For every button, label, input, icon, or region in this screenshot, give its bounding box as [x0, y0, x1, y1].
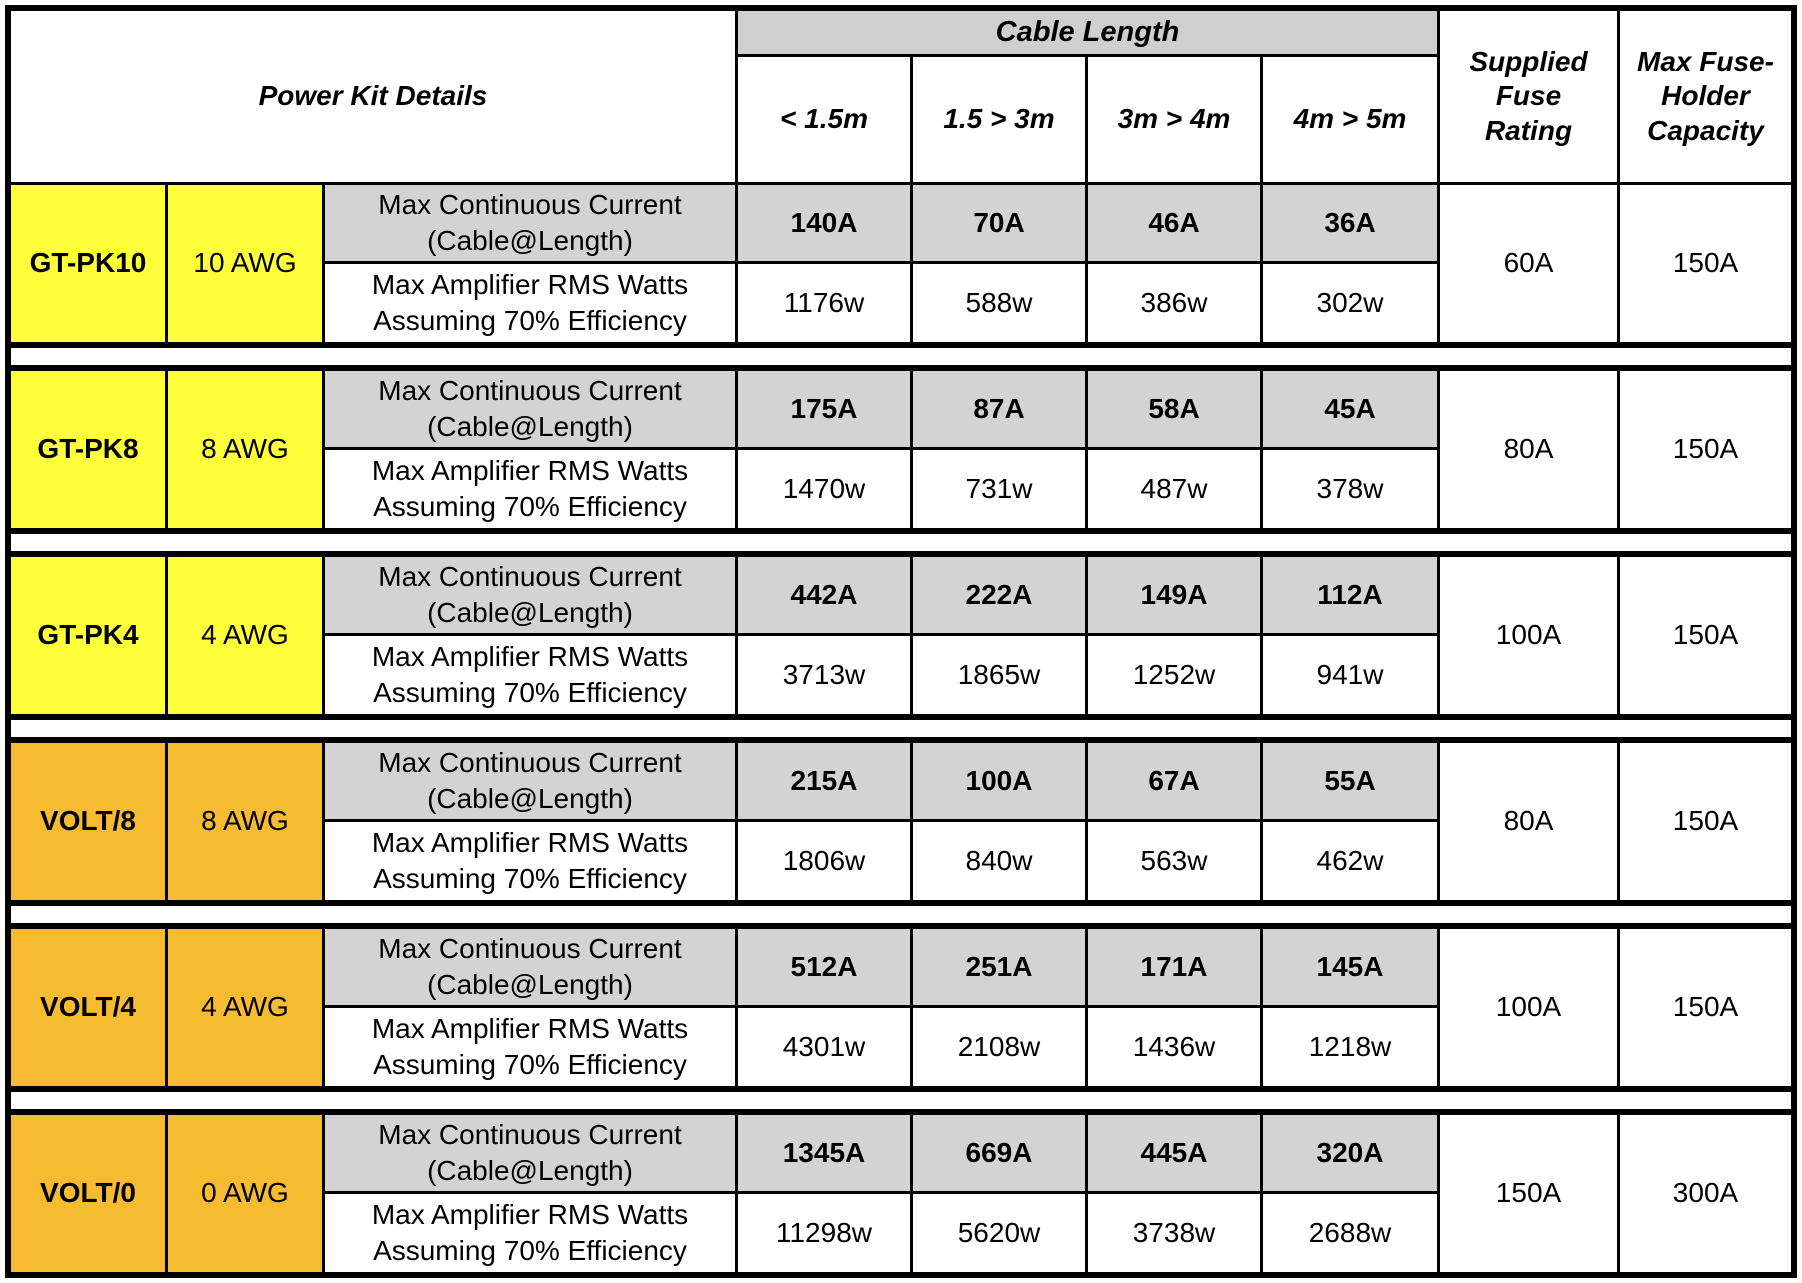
- current-value: [738, 929, 910, 1005]
- current-value-text: 145A: [1316, 950, 1384, 982]
- current-value: [1088, 1115, 1260, 1191]
- current-value-text: 45A: [1324, 392, 1376, 424]
- current-label-line-1: Max Continuous Current: [378, 1119, 682, 1151]
- current-value-text: 100A: [965, 764, 1033, 796]
- current-label-line-1: Max Continuous Current: [378, 561, 682, 593]
- watts-value-text: 1470w: [782, 472, 866, 504]
- kit-gauge: 4 AWG: [201, 619, 289, 651]
- watts-value-text: 462w: [1316, 844, 1384, 876]
- current-value: [738, 557, 910, 633]
- current-value-text: 1345A: [782, 1136, 866, 1168]
- current-value-text: 320A: [1316, 1136, 1384, 1168]
- current-row-label: [325, 743, 735, 819]
- current-row-label: [325, 557, 735, 633]
- current-value-text: 46A: [1148, 206, 1200, 238]
- current-value: [1263, 557, 1437, 633]
- current-value: [913, 929, 1085, 1005]
- current-value: [913, 1115, 1085, 1191]
- current-row-label: [325, 1115, 735, 1191]
- current-value-text: 149A: [1140, 578, 1208, 610]
- kit-name-gt-pk8: [11, 371, 165, 528]
- current-value: [1088, 557, 1260, 633]
- length-label-1: < 1.5m: [780, 103, 868, 135]
- kit-name: VOLT/4: [40, 991, 136, 1023]
- watts-value-text: 563w: [1140, 844, 1208, 876]
- fuse-rating-text: 100A: [1495, 619, 1562, 651]
- watts-row-label: [325, 636, 735, 714]
- watts-value-text: 5620w: [957, 1216, 1041, 1248]
- supplied-fuse-rating-header: [1440, 11, 1617, 182]
- watts-value: [913, 822, 1085, 900]
- current-label-line-2: (Cable@Length): [427, 783, 633, 814]
- kit-gauge: 8 AWG: [201, 433, 289, 465]
- fuse-rating-volt-4: [1440, 929, 1617, 1086]
- current-label-line-2: (Cable@Length): [427, 969, 633, 1000]
- kit-name: GT-PK8: [37, 433, 139, 465]
- fuse-rating-text: 80A: [1503, 805, 1554, 837]
- kit-gauge-volt-0: [168, 1115, 322, 1272]
- watts-value-text: 2108w: [957, 1030, 1041, 1062]
- current-value-text: 140A: [790, 206, 858, 238]
- kit-name: GT-PK4: [37, 619, 139, 651]
- holder-capacity-gt-pk10: [1620, 185, 1791, 342]
- kit-gauge: 4 AWG: [201, 991, 289, 1023]
- kit-gauge-gt-pk8: [168, 371, 322, 528]
- current-value: [913, 371, 1085, 447]
- current-row-label: [325, 929, 735, 1005]
- kit-gauge-volt-4: [168, 929, 322, 1086]
- watts-value: [1263, 1194, 1437, 1272]
- watts-value-text: 1176w: [783, 286, 865, 318]
- current-row-label: [325, 371, 735, 447]
- current-value: [1263, 185, 1437, 261]
- watts-value-text: 941w: [1316, 658, 1384, 690]
- kit-name: VOLT/0: [40, 1177, 136, 1209]
- current-value-text: 112A: [1317, 578, 1383, 610]
- length-label-4: 4m > 5m: [1293, 103, 1407, 135]
- kit-gauge-volt-8: [168, 743, 322, 900]
- watts-label-line-1: Max Amplifier RMS Watts: [371, 641, 689, 673]
- length-header-1: [738, 57, 910, 182]
- fuse-rating-text: 150A: [1495, 1177, 1562, 1209]
- supplied-fuse-rating-line-3: Rating: [1484, 114, 1573, 146]
- watts-value: [913, 264, 1085, 342]
- kit-name-gt-pk4: [11, 557, 165, 714]
- watts-value-text: 731w: [965, 472, 1033, 504]
- current-value-text: 445A: [1140, 1136, 1208, 1168]
- watts-value: [913, 1008, 1085, 1086]
- cable-length-header: [738, 11, 1437, 54]
- watts-label-line-1: Max Amplifier RMS Watts: [371, 1013, 689, 1045]
- fuse-rating-volt-0: [1440, 1115, 1617, 1272]
- watts-value: [1088, 264, 1260, 342]
- watts-value-text: 1865w: [957, 658, 1041, 690]
- watts-value: [1263, 450, 1437, 528]
- current-value: [1263, 743, 1437, 819]
- kit-gauge: 8 AWG: [201, 805, 289, 837]
- current-label-line-2: (Cable@Length): [427, 1155, 633, 1186]
- watts-value: [1088, 450, 1260, 528]
- current-value: [913, 185, 1085, 261]
- group-spacer: [11, 348, 1791, 365]
- watts-label-line-1: Max Amplifier RMS Watts: [371, 455, 689, 487]
- watts-value: [913, 1194, 1085, 1272]
- kit-gauge: 10 AWG: [193, 247, 297, 279]
- watts-value: [738, 264, 910, 342]
- watts-value-text: 4301w: [782, 1030, 866, 1062]
- watts-value: [1088, 636, 1260, 714]
- watts-value: [1263, 822, 1437, 900]
- length-header-4: [1263, 57, 1437, 182]
- fuse-rating-text: 100A: [1495, 991, 1562, 1023]
- current-value-text: 87A: [973, 392, 1025, 424]
- current-value-text: 58A: [1148, 392, 1200, 424]
- power-kit-table: [5, 5, 1797, 1278]
- holder-capacity-gt-pk8: [1620, 371, 1791, 528]
- current-label-line-1: Max Continuous Current: [378, 375, 682, 407]
- current-value: [1088, 929, 1260, 1005]
- holder-capacity-gt-pk4: [1620, 557, 1791, 714]
- watts-value: [1263, 636, 1437, 714]
- watts-value-text: 487w: [1140, 472, 1208, 504]
- watts-value: [1088, 1008, 1260, 1086]
- current-row-label: [325, 185, 735, 261]
- watts-value: [1263, 264, 1437, 342]
- current-value-text: 215A: [790, 764, 858, 796]
- watts-row-label: [325, 1008, 735, 1086]
- current-label-line-2: (Cable@Length): [427, 225, 633, 256]
- supplied-fuse-rating-line-1: Supplied: [1469, 46, 1588, 78]
- current-label-line-1: Max Continuous Current: [378, 933, 682, 965]
- watts-label-line-1: Max Amplifier RMS Watts: [371, 827, 689, 859]
- length-header-3: [1088, 57, 1260, 182]
- max-fuse-holder-capacity-header: [1620, 11, 1791, 182]
- holder-capacity-text: 150A: [1672, 247, 1739, 279]
- group-spacer: [11, 906, 1791, 923]
- fuse-rating-gt-pk8: [1440, 371, 1617, 528]
- watts-label-line-1: Max Amplifier RMS Watts: [371, 269, 689, 301]
- current-value-text: 67A: [1148, 764, 1200, 796]
- kit-gauge-gt-pk10: [168, 185, 322, 342]
- current-value-text: 669A: [965, 1136, 1033, 1168]
- watts-value-text: 1436w: [1132, 1030, 1216, 1062]
- current-value: [1088, 371, 1260, 447]
- max-fuse-holder-line-2: Holder: [1661, 80, 1750, 112]
- holder-capacity-text: 150A: [1672, 991, 1739, 1023]
- watts-value-text: 386w: [1140, 286, 1208, 318]
- current-value-text: 55A: [1324, 764, 1376, 796]
- watts-value-text: 3738w: [1132, 1216, 1216, 1248]
- current-value: [1263, 371, 1437, 447]
- kit-name-volt-8: [11, 743, 165, 900]
- current-label-line-1: Max Continuous Current: [378, 189, 682, 221]
- holder-capacity-text: 300A: [1672, 1177, 1739, 1209]
- current-value-text: 36A: [1324, 206, 1376, 238]
- kit-gauge-gt-pk4: [168, 557, 322, 714]
- power-kit-details-header: [11, 11, 735, 182]
- watts-value-text: 302w: [1316, 286, 1384, 318]
- kit-gauge: 0 AWG: [201, 1177, 289, 1209]
- fuse-rating-text: 60A: [1503, 247, 1554, 279]
- current-value: [1263, 929, 1437, 1005]
- watts-value: [1088, 1194, 1260, 1272]
- watts-label-line-2: Assuming 70% Efficiency: [373, 491, 687, 522]
- watts-value-text: 1252w: [1132, 658, 1216, 690]
- kit-name-volt-4: [11, 929, 165, 1086]
- watts-value-text: 2688w: [1308, 1216, 1392, 1248]
- current-value-text: 251A: [965, 950, 1033, 982]
- current-value-text: 512A: [790, 950, 858, 982]
- watts-label-line-2: Assuming 70% Efficiency: [373, 1235, 687, 1266]
- watts-value-text: 1218w: [1308, 1030, 1392, 1062]
- length-label-2: 1.5 > 3m: [943, 103, 1055, 135]
- watts-value: [738, 450, 910, 528]
- holder-capacity-volt-8: [1620, 743, 1791, 900]
- watts-value-text: 378w: [1316, 472, 1384, 504]
- current-value: [738, 743, 910, 819]
- watts-row-label: [325, 822, 735, 900]
- fuse-rating-text: 80A: [1503, 433, 1554, 465]
- watts-label-line-2: Assuming 70% Efficiency: [373, 863, 687, 894]
- kit-name-gt-pk10: [11, 185, 165, 342]
- current-value: [1263, 1115, 1437, 1191]
- watts-value: [738, 636, 910, 714]
- current-value: [738, 371, 910, 447]
- watts-value: [738, 1008, 910, 1086]
- watts-value-text: 3713w: [782, 658, 866, 690]
- current-value: [1088, 743, 1260, 819]
- watts-value: [1263, 1008, 1437, 1086]
- current-value-text: 175A: [790, 392, 858, 424]
- power-kit-details-label: Power Kit Details: [258, 80, 488, 112]
- watts-value: [913, 636, 1085, 714]
- watts-value-text: 11298w: [775, 1216, 872, 1248]
- max-fuse-holder-line-3: Capacity: [1647, 114, 1764, 146]
- current-value: [913, 743, 1085, 819]
- watts-label-line-2: Assuming 70% Efficiency: [373, 677, 687, 708]
- current-value: [738, 185, 910, 261]
- watts-label-line-1: Max Amplifier RMS Watts: [371, 1199, 689, 1231]
- current-value: [1088, 185, 1260, 261]
- kit-name-volt-0: [11, 1115, 165, 1272]
- fuse-rating-gt-pk4: [1440, 557, 1617, 714]
- holder-capacity-text: 150A: [1672, 619, 1739, 651]
- current-label-line-2: (Cable@Length): [427, 411, 633, 442]
- current-label-line-1: Max Continuous Current: [378, 747, 682, 779]
- current-value: [738, 1115, 910, 1191]
- holder-capacity-volt-4: [1620, 929, 1791, 1086]
- cable-length-label: Cable Length: [995, 15, 1180, 48]
- length-label-3: 3m > 4m: [1117, 103, 1231, 135]
- watts-value: [913, 450, 1085, 528]
- watts-value: [738, 1194, 910, 1272]
- current-value-text: 70A: [973, 206, 1025, 238]
- current-value-text: 442A: [790, 578, 858, 610]
- group-spacer: [11, 720, 1791, 737]
- watts-row-label: [325, 1194, 735, 1272]
- fuse-rating-volt-8: [1440, 743, 1617, 900]
- holder-capacity-text: 150A: [1672, 805, 1739, 837]
- current-value: [913, 557, 1085, 633]
- length-header-2: [913, 57, 1085, 182]
- watts-value-text: 1806w: [782, 844, 866, 876]
- supplied-fuse-rating-line-2: Fuse: [1495, 80, 1562, 112]
- current-value-text: 171A: [1140, 950, 1208, 982]
- group-spacer: [11, 1092, 1791, 1109]
- kit-name: GT-PK10: [29, 247, 147, 279]
- current-value-text: 222A: [965, 578, 1033, 610]
- current-label-line-2: (Cable@Length): [427, 597, 633, 628]
- watts-value: [1088, 822, 1260, 900]
- watts-label-line-2: Assuming 70% Efficiency: [373, 1049, 687, 1080]
- watts-row-label: [325, 450, 735, 528]
- watts-value-text: 588w: [965, 286, 1033, 318]
- watts-value-text: 840w: [965, 844, 1033, 876]
- watts-value: [738, 822, 910, 900]
- group-spacer: [11, 534, 1791, 551]
- kit-name: VOLT/8: [40, 805, 136, 837]
- watts-label-line-2: Assuming 70% Efficiency: [373, 305, 687, 336]
- max-fuse-holder-line-1: Max Fuse-: [1637, 46, 1774, 78]
- holder-capacity-text: 150A: [1672, 433, 1739, 465]
- holder-capacity-volt-0: [1620, 1115, 1791, 1272]
- fuse-rating-gt-pk10: [1440, 185, 1617, 342]
- watts-row-label: [325, 264, 735, 342]
